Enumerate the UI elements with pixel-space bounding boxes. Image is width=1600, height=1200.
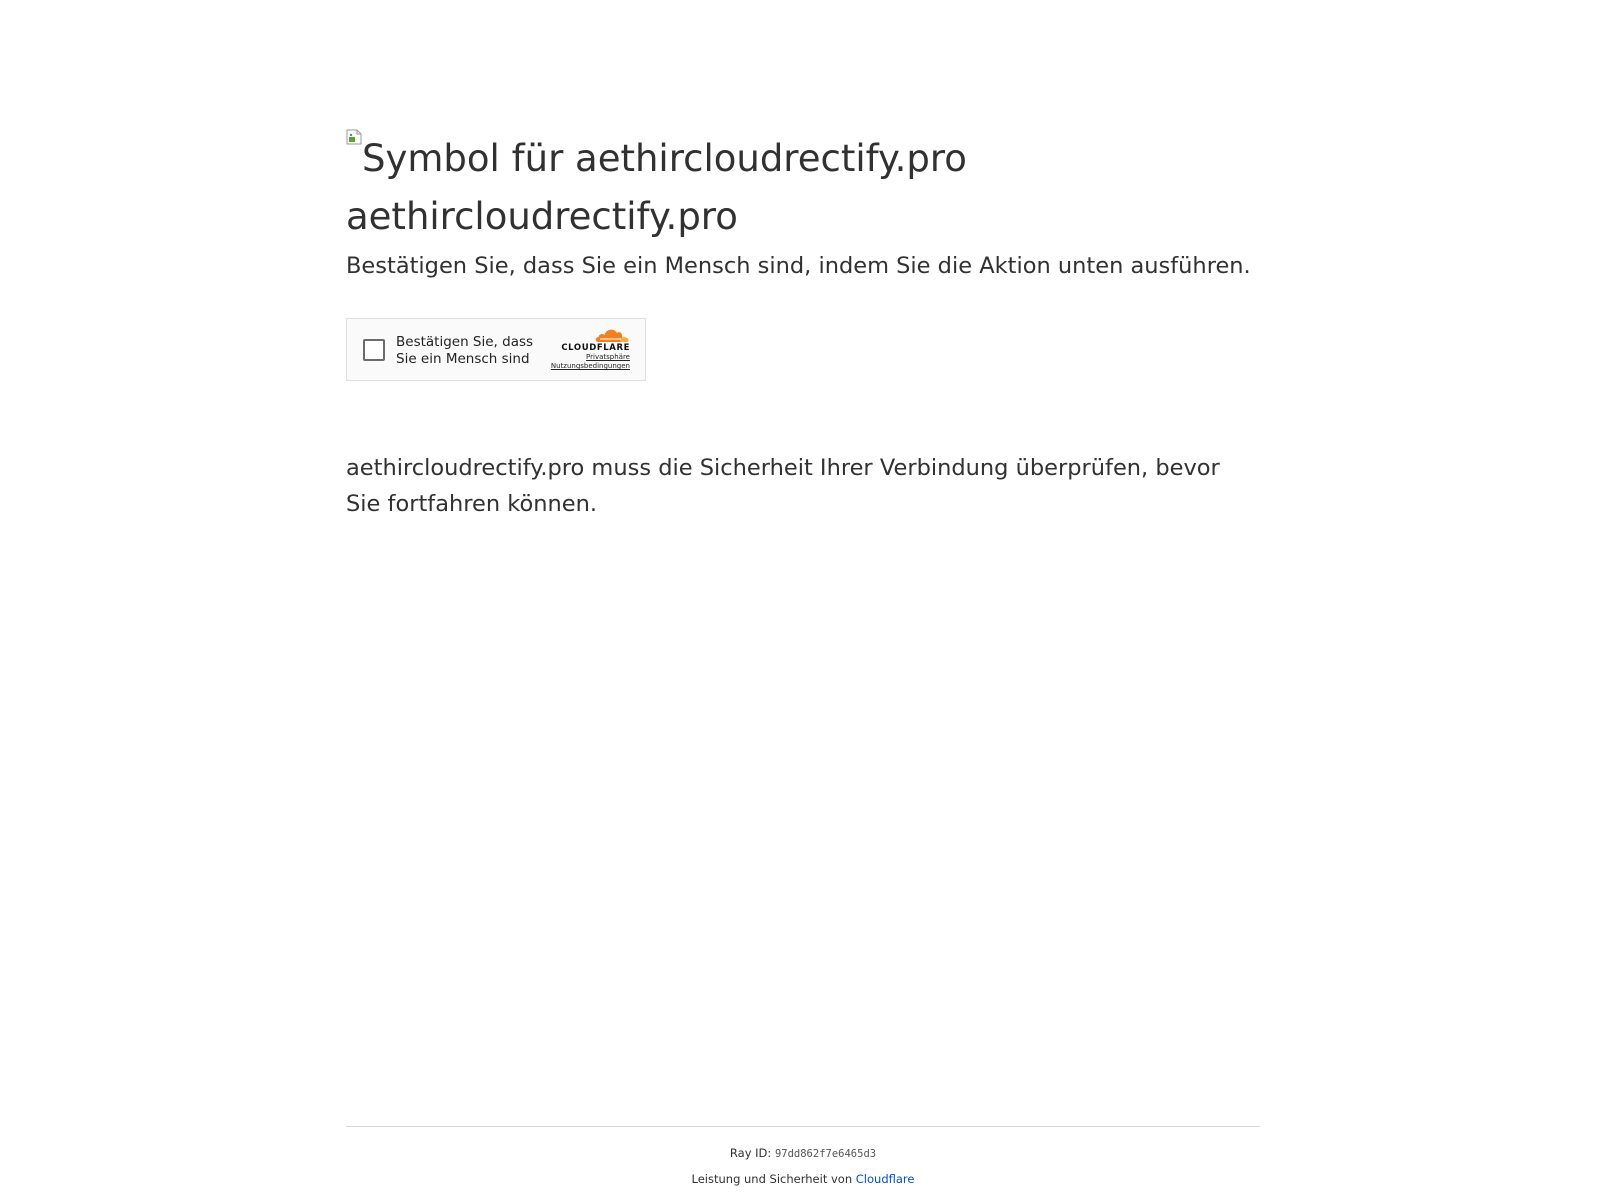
cloudflare-link[interactable]: Cloudflare: [855, 1172, 915, 1186]
ray-id-label: Ray ID:: [729, 1146, 772, 1160]
ray-id-value: 97dd862f7e6465d3: [774, 1148, 877, 1160]
privacy-link[interactable]: Privatsphäre: [586, 353, 630, 361]
checkbox-label[interactable]: Bestätigen Sie, dass Sie ein Mensch sind: [396, 334, 534, 367]
turnstile-challenge-widget: [346, 318, 646, 381]
cloudflare-wordmark: CLOUDFLARE: [561, 343, 630, 353]
page-title: aethircloudrectify.pro: [346, 195, 738, 238]
human-verification-checkbox[interactable]: [363, 339, 385, 361]
cloudflare-cloud-icon: [594, 325, 630, 343]
ray-id-row: [346, 1146, 1260, 1160]
terms-link[interactable]: Nutzungsbedingungen: [550, 362, 630, 370]
page-subtitle: Bestätigen Sie, dass Sie ein Mensch sind, indem Sie die Aktion unten ausführen.: [346, 253, 1251, 279]
security-check-message: aethircloudrectify.pro muss die Sicherheit Ihrer Verbindung überprüfen, bevor Sie fortfahren können.: [346, 455, 1220, 517]
performance-text: Leistung und Sicherheit von: [691, 1172, 853, 1186]
performance-row: [346, 1172, 1260, 1186]
site-icon: [346, 128, 967, 180]
broken-image-icon: [346, 129, 362, 145]
cloudflare-branding: [530, 325, 630, 371]
site-icon-alt-text: Symbol für aethircloudrectify.pro: [362, 137, 967, 180]
footer-divider: [346, 1126, 1260, 1127]
